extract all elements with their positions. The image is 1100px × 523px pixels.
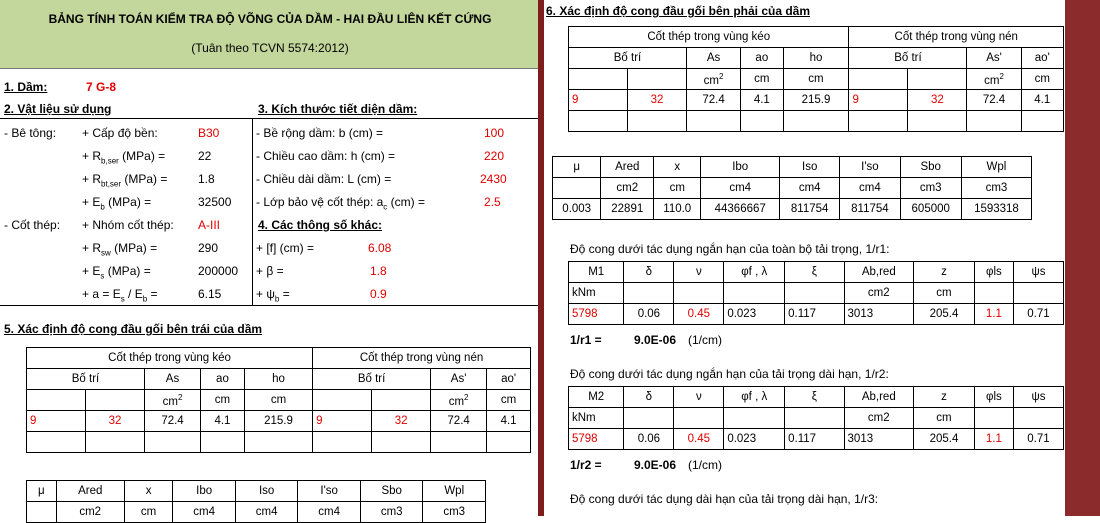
unit-cell: [624, 283, 674, 304]
curvature-table-2: [568, 386, 1064, 450]
val-abred: 3013: [844, 304, 914, 325]
unit-cell: cm: [487, 390, 531, 411]
other-heading: 4. Các thông số khác:: [258, 218, 383, 232]
hdr-phils: φls: [974, 262, 1013, 283]
unit-cell: [724, 408, 785, 429]
unit-cell: [674, 283, 724, 304]
cover-value: 2.5: [484, 195, 501, 209]
val-psis: 0.71: [1013, 304, 1063, 325]
curvature-table-1: [568, 261, 1064, 325]
ao2-header: ao': [1021, 48, 1063, 69]
as-value: 72.4: [145, 411, 201, 432]
hdr-iso2: I'so: [840, 157, 900, 178]
f-label: + [f] (cm) =: [256, 241, 315, 255]
hdr-m: M1: [569, 262, 624, 283]
unit-cell: cm: [654, 178, 701, 199]
unit-cell: cm2: [56, 502, 124, 523]
as2-value: 72.4: [431, 411, 487, 432]
grade-label: + Cấp độ bền:: [82, 126, 158, 140]
right-sheet-panel: [544, 0, 1065, 516]
hdr-z: z: [914, 387, 975, 408]
unit-cell: cm4: [780, 178, 840, 199]
unit-cell: cm2: [601, 178, 654, 199]
left-sheet-panel: [0, 0, 540, 516]
r1-unit: (1/cm): [688, 333, 722, 347]
hdr-mu: μ: [27, 481, 57, 502]
psib-label: + $\psi_b$ =: [256, 287, 290, 304]
unit-cell: [974, 408, 1013, 429]
left-rebar-table: [26, 347, 531, 453]
unit-cell: [785, 408, 844, 429]
hdr-xi: ξ: [785, 262, 844, 283]
val-iso: 811754: [780, 199, 840, 220]
val-nu: 0.45: [674, 429, 724, 450]
ho-value: 215.9: [783, 90, 849, 111]
a-label: + $a = E_s / E_b$ =: [82, 287, 158, 304]
hdr-wpl: Wpl: [423, 481, 486, 502]
unit-cell: cm3: [360, 502, 423, 523]
as-header: As: [145, 369, 201, 390]
hdr-x: x: [124, 481, 173, 502]
right-section-table: [552, 156, 1032, 220]
unit-cell: cm4: [235, 502, 298, 523]
unit-cell: kNm: [569, 283, 624, 304]
hdr-ared: Ared: [601, 157, 654, 178]
curv3-heading: Độ cong dưới tác dụng dài hạn của tải trọng dài hạn, 1/r3:: [570, 492, 879, 506]
as-value: 72.4: [687, 90, 741, 111]
height-label: - Chiều cao dầm: h (cm) =: [256, 149, 396, 163]
sec6-heading: 6. Xác định độ cong đầu gối bên phải của dầm: [546, 4, 811, 18]
width-value: 100: [484, 126, 505, 140]
unit-cell: cm4: [298, 502, 361, 523]
unit-cell: cm3: [423, 502, 486, 523]
unit-cell: $cm^2$: [431, 390, 487, 411]
divider: [0, 305, 540, 306]
unit-cell: cm: [741, 69, 783, 90]
width-label: - Bề rộng dầm: b (cm) =: [256, 126, 384, 140]
left-section-table: [26, 480, 486, 523]
unit-cell: cm: [201, 390, 245, 411]
curv2-heading: Độ cong dưới tác dụng ngắn hạn của tải trọng dài hạn, 1/r2:: [570, 367, 889, 381]
val-phif: 0.023: [724, 429, 785, 450]
unit-cell: cm3: [900, 178, 961, 199]
steel-group-value: A-III: [198, 218, 221, 232]
unit-cell: kNm: [569, 408, 624, 429]
as-header: As: [687, 48, 741, 69]
unit-cell: cm: [783, 69, 849, 90]
hdr-wpl: Wpl: [961, 157, 1031, 178]
rb-value: 22: [198, 149, 212, 163]
height-value: 220: [484, 149, 505, 163]
a-value: 6.15: [198, 287, 222, 301]
hdr-sbo: Sbo: [900, 157, 961, 178]
unit-cell: cm: [914, 408, 975, 429]
hdr-iso: Iso: [780, 157, 840, 178]
divider: [0, 118, 540, 119]
steel-label: - Cốt thép:: [4, 218, 61, 232]
bar-count: 9: [27, 411, 86, 432]
es-label: + $E_s$ (MPa) =: [82, 264, 151, 281]
hdr-m: M2: [569, 387, 624, 408]
unit-cell: cm2: [844, 283, 914, 304]
hdr-delta: δ: [624, 262, 674, 283]
r2-label: 1/r2 =: [570, 458, 602, 472]
ao-header: ao: [201, 369, 245, 390]
compression-header: Cốt thép trong vùng nén: [849, 27, 1064, 48]
beam-label: 1. Dầm:: [4, 80, 48, 94]
val-phils: 1.1: [974, 304, 1013, 325]
bo-tri-header-2: Bố trí: [313, 369, 431, 390]
val-abred: 3013: [844, 429, 914, 450]
hdr-z: z: [914, 262, 975, 283]
concrete-label: - Bê tông:: [4, 126, 57, 140]
val-ared: 22891: [601, 199, 654, 220]
ao2-value: 4.1: [1021, 90, 1063, 111]
compression-header: Cốt thép trong vùng nén: [313, 348, 531, 369]
hdr-ibo: Ibo: [701, 157, 780, 178]
hdr-abred: Ab,red: [844, 262, 914, 283]
bar-diameter-2: 32: [372, 411, 431, 432]
val-phils: 1.1: [974, 429, 1013, 450]
as2-header: As': [967, 48, 1021, 69]
r1-label: 1/r1 =: [570, 333, 602, 347]
val-z: 205.4: [914, 429, 975, 450]
beta-value: 1.8: [370, 264, 387, 278]
curv1-heading: Độ cong dưới tác dụng ngắn hạn của toàn bộ tải trọng, 1/r1:: [570, 242, 890, 256]
length-value: 2430: [480, 172, 507, 186]
hdr-xi: ξ: [785, 387, 844, 408]
r2-unit: (1/cm): [688, 458, 722, 472]
ao-header: ao: [741, 48, 783, 69]
val-phif: 0.023: [724, 304, 785, 325]
title-band: [0, 0, 540, 69]
bo-tri-header-2: Bố trí: [849, 48, 967, 69]
steel-group-label: + Nhóm cốt thép:: [82, 218, 174, 232]
hdr-psis: ψs: [1013, 387, 1063, 408]
bar-diameter-2: 32: [908, 90, 967, 111]
val-psis: 0.71: [1013, 429, 1063, 450]
bar-count: 9: [569, 90, 628, 111]
unit-cell: cm: [244, 390, 312, 411]
val-m: 5798: [569, 429, 624, 450]
hdr-psis: ψs: [1013, 262, 1063, 283]
unit-cell: $cm^2$: [687, 69, 741, 90]
bar-diameter: 32: [86, 411, 145, 432]
unit-cell: cm4: [840, 178, 900, 199]
val-ibo: 44366667: [701, 199, 780, 220]
grade-value: B30: [198, 126, 220, 140]
hdr-x: x: [654, 157, 701, 178]
hdr-iso: Iso: [235, 481, 298, 502]
unit-cell: cm2: [844, 408, 914, 429]
hdr-phif: φf , λ: [724, 262, 785, 283]
val-xi: 0.117: [785, 304, 844, 325]
hdr-mu: μ: [553, 157, 601, 178]
hdr-ared: Ared: [56, 481, 124, 502]
bar-count-2: 9: [313, 411, 372, 432]
unit-cell: cm4: [173, 502, 236, 523]
sec5-heading: 5. Xác định độ cong đầu gối bên trái của dầm: [4, 322, 263, 336]
unit-cell: [1013, 283, 1063, 304]
ho-value: 215.9: [244, 411, 312, 432]
ho-header: ho: [783, 48, 849, 69]
unit-cell: [553, 178, 601, 199]
eb-label: + $E_b$ (MPa) =: [82, 195, 152, 212]
val-m: 5798: [569, 304, 624, 325]
ao-value: 4.1: [201, 411, 245, 432]
tension-header: Cốt thép trong vùng kéo: [569, 27, 849, 48]
bo-tri-header: Bố trí: [27, 369, 145, 390]
hdr-abred: Ab,red: [844, 387, 914, 408]
psib-value: 0.9: [370, 287, 387, 301]
tension-header: Cốt thép trong vùng kéo: [27, 348, 313, 369]
hdr-sbo: Sbo: [360, 481, 423, 502]
unit-cell: $cm^2$: [145, 390, 201, 411]
val-nu: 0.45: [674, 304, 724, 325]
sheet-title: BẢNG TÍNH TOÁN KIỂM TRA ĐỘ VÕNG CỦA DẦM - HAI ĐẦU LIÊN KẾT CỨNG: [48, 12, 492, 26]
hdr-nu: ν: [674, 262, 724, 283]
rb-label: + $R_{b,ser}$ (MPa) =: [82, 149, 166, 166]
rbt-label: + $R_{bt,ser}$ (MPa) =: [82, 172, 168, 189]
column-divider: [252, 118, 253, 305]
unit-cell: cm: [124, 502, 173, 523]
unit-cell: [27, 502, 57, 523]
val-delta: 0.06: [624, 304, 674, 325]
hdr-ibo: Ibo: [173, 481, 236, 502]
r1-value: 9.0E-06: [634, 333, 677, 347]
bar-diameter: 32: [628, 90, 687, 111]
unit-cell: [1013, 408, 1063, 429]
val-mu: 0.003: [553, 199, 601, 220]
unit-cell: [724, 283, 785, 304]
hdr-delta: δ: [624, 387, 674, 408]
bar-count-2: 9: [849, 90, 908, 111]
length-label: - Chiều dài dầm: L (cm) =: [256, 172, 392, 186]
val-xi: 0.117: [785, 429, 844, 450]
ao2-value: 4.1: [487, 411, 531, 432]
as2-header: As': [431, 369, 487, 390]
unit-cell: cm3: [961, 178, 1031, 199]
unit-cell: $cm^2$: [967, 69, 1021, 90]
hdr-phif: φf , λ: [724, 387, 785, 408]
right-border: [1065, 0, 1100, 516]
f-value: 6.08: [368, 241, 392, 255]
unit-cell: cm4: [701, 178, 780, 199]
dims-heading: 3. Kích thước tiết diện dầm:: [258, 102, 418, 116]
beta-label: + β =: [256, 264, 284, 278]
rsw-label: + $R_{sw}$ (MPa) =: [82, 241, 158, 258]
hdr-iso2: I'so: [298, 481, 361, 502]
beam-value: 7 G-8: [86, 80, 117, 94]
unit-cell: cm: [914, 283, 975, 304]
val-x: 110.0: [654, 199, 701, 220]
ao-value: 4.1: [741, 90, 783, 111]
hdr-nu: ν: [674, 387, 724, 408]
bo-tri-header: Bố trí: [569, 48, 687, 69]
val-sbo: 605000: [900, 199, 961, 220]
val-iso2: 811754: [840, 199, 900, 220]
unit-cell: [674, 408, 724, 429]
ho-header: ho: [244, 369, 312, 390]
rbt-value: 1.8: [198, 172, 215, 186]
val-delta: 0.06: [624, 429, 674, 450]
hdr-phils: φls: [974, 387, 1013, 408]
unit-cell: [785, 283, 844, 304]
rsw-value: 290: [198, 241, 219, 255]
materials-heading: 2. Vật liệu sử dụng: [4, 102, 112, 116]
unit-cell: cm: [1021, 69, 1063, 90]
unit-cell: [974, 283, 1013, 304]
ao2-header: ao': [487, 369, 531, 390]
val-z: 205.4: [914, 304, 975, 325]
es-value: 200000: [198, 264, 239, 278]
as2-value: 72.4: [967, 90, 1021, 111]
cover-label: - Lớp bảo vệ cốt thép: $a_c$ (cm) =: [256, 195, 425, 212]
eb-value: 32500: [198, 195, 232, 209]
sheet-subtitle: (Tuân theo TCVN 5574:2012): [191, 41, 349, 55]
unit-cell: [624, 408, 674, 429]
r2-value: 9.0E-06: [634, 458, 677, 472]
val-wpl: 1593318: [961, 199, 1031, 220]
right-rebar-table: [568, 26, 1064, 132]
